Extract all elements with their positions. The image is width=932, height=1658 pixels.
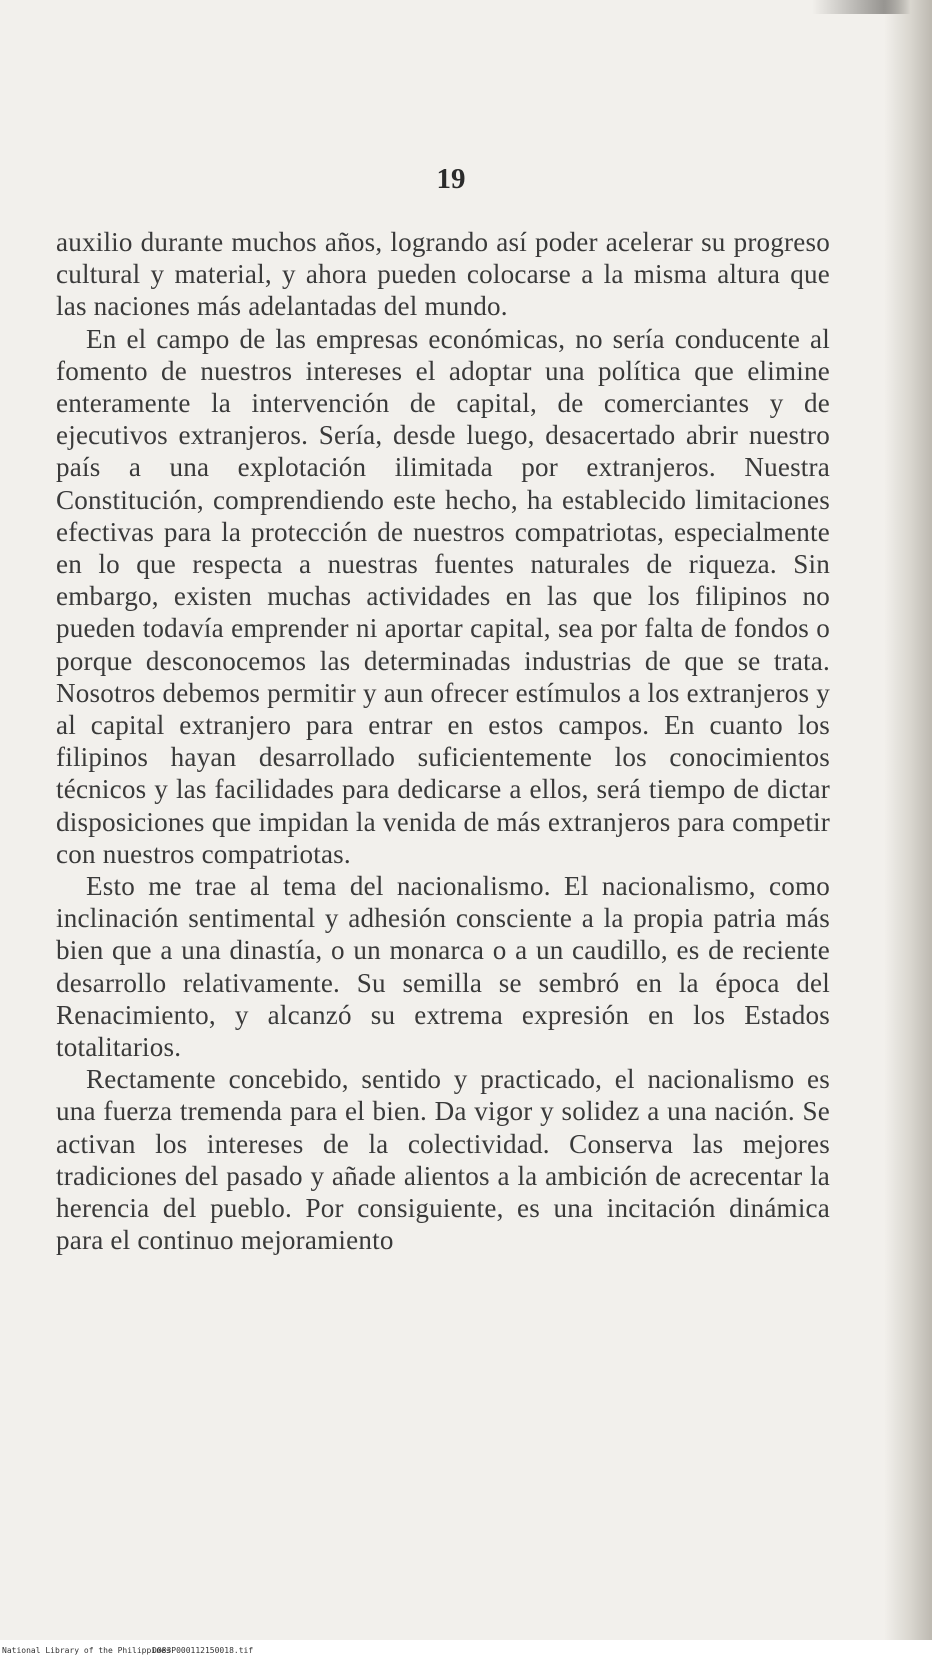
- body-text: [56, 226, 830, 1257]
- scan-footer: [0, 1640, 932, 1658]
- page-number: 19: [436, 163, 466, 195]
- page-edge-shadow: [884, 0, 932, 1640]
- paragraph-4: Rectamente concebido, sentido y practicado, el nacionalismo es una fuerza tremenda para el bien. Da vigor y solidez a una nación. Se activan los intereses de la colectividad. Conserva las mejores tradiciones del pasado y añade alientos a la ambición de acrecentar la herencia del pueblo. Por consiguiente, es una incitación dinámica para el continuo mejoramiento: [56, 1064, 830, 1256]
- footer-source: National Library of the Philippines: [2, 1646, 171, 1655]
- paragraph-3: Esto me trae al tema del nacionalismo. El nacionalismo, como inclinación sentimental y adhesión consciente a la propia patria más bien que a una dinastía, o un monarca o a un caudillo, es de reciente desarrollo relativamente. Su semilla se sembró en la época del Renacimiento, y alcanzó su extrema expresión en los Estados totalitarios.: [56, 871, 830, 1063]
- paragraph-2: En el campo de las empresas económicas, no sería conducente al fomento de nuestros intereses el adoptar una política que elimine enteramente la intervención de capital, de comerciantes y de ejecutivos extranjeros. Sería, desde luego, desacertado abrir nuestro país a una explotación ilimitada por extranjeros. Nuestra Constitución, comprendiendo este hecho, ha establecido limitaciones efectivas para la protección de nuestros compatriotas, especialmente en lo que respecta a nuestras fuentes naturales de riqueza. Sin embargo, existen muchas actividades en las que los filipinos no pueden todavía emprender ni aportar capital, sea por falta de fondos o porque desconocemos las determinadas industrias de que se trata. Nosotros debemos permitir y aun ofrecer estímulos a los extranjeros y al capital extranjero para entrar en estos campos. En cuanto los filipinos hayan desarrollado suficientemente los conocimientos técnicos y las facilidades para dedicarse a ellos, será tiempo de dictar disposiciones que impidan la venida de más extranjeros para competir con nuestros compatriotas.: [56, 323, 830, 869]
- paragraph-1: auxilio durante muchos años, logrando así poder acelerar su progreso cultural y material, y ahora pueden colocarse a la misma altura que las naciones más adelantadas del mundo.: [56, 227, 830, 322]
- footer-file-id: D083P000112150018.tif: [152, 1646, 254, 1655]
